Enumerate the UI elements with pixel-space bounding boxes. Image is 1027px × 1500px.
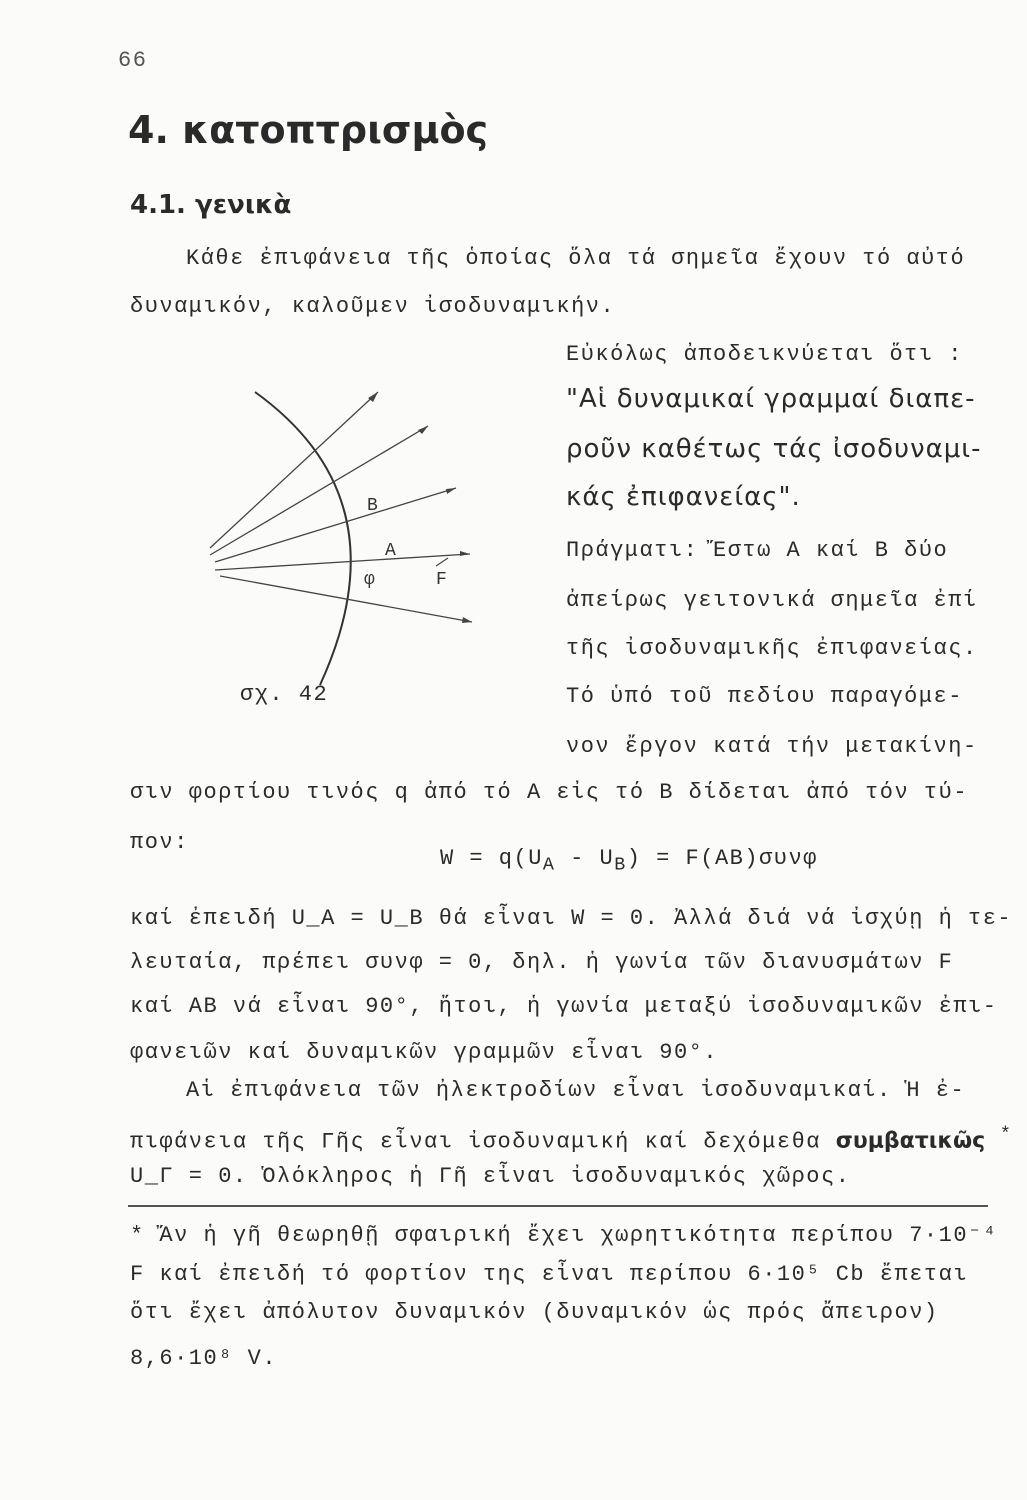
footnote-line2: F καί ἐπειδή τό φορτίον της εἶναι περίπου 6·10⁵ Cb ἔπεται [130,1262,969,1287]
proof-line3: τῆς ἰσοδυναμικῆς ἐπιφανείας. [566,636,978,661]
footnote-line3: ὅτι ἔχει ἀπόλυτον δυναμικόν (δυναμικόν ὡς πρός ἄπειρον) [130,1300,939,1325]
statement-line3: κάς ἐπιφανείας". [566,482,801,512]
proof-line1: Πράγματι: Ἔστω Α καί Β δύο [566,538,949,563]
statement-line2: ροῦν καθέτως τάς ἰσοδυναμι- [566,434,982,464]
equipotential-figure [190,380,490,690]
proof-line2: ἀπείρως γειτονικά σημεῖα ἐπί [566,588,978,613]
equation-sub-b: B [614,854,627,876]
footnote-line4: 8,6·10⁸ V. [130,1346,278,1371]
para3-line2: λευταία, πρέπει συνφ = 0, δηλ. ἡ γωνία τῶν διανυσμάτων F [130,950,954,975]
field-line-4 [215,554,470,570]
label-phi: φ [364,570,375,590]
para1-line2: δυναμικόν, καλοῦμεν ἰσοδυναμικήν. [130,294,616,319]
section-title: 4.1. γενικὰ [130,190,292,220]
label-a: A [385,541,396,561]
para4-line2 [130,1124,1012,1154]
field-line-5 [220,576,472,622]
chapter-title: 4. κατοπτρισμὸς [128,108,489,152]
equation-sub-a: A [542,854,556,876]
proof-cont-line2: πον: [130,830,189,855]
para1-line1: Κάθε ἐπιφάνεια τῆς ὁποίας ὅλα τά σημεῖα ἔχουν τό αὐτό [186,246,966,271]
page-number: 66 [118,48,148,73]
equation [440,846,818,875]
proof-cont-line1: σιν φορτίου τινός q ἀπό τό Α εἰς τό Β δίδεται ἀπό τόν τύ- [130,780,969,805]
arrowhead-5 [462,617,472,623]
figure-caption: σχ. 42 [240,682,329,707]
equation-mid: - U [555,846,615,871]
para4-line3: U_Γ = 0. Ὁλόκληρος ἡ Γῆ εἶναι ἰσοδυναμικός χῶρος. [130,1164,851,1189]
proof-line5: νον ἔργον κατά τήν μετακίνη- [566,734,978,759]
footnote-marker: * [999,1124,1013,1145]
para4-bold-word: συμβατικῶς [835,1128,986,1154]
field-line-2 [210,426,428,555]
equation-rhs: ) = F(AB)συνφ [626,846,818,871]
arrowhead-2 [418,426,428,434]
footnote-line1: * Ἄν ἡ γῆ θεωρηθῇ σφαιρική ἔχει χωρητικότητα περίπου 7·10⁻⁴ [130,1223,998,1248]
label-f: F [436,570,447,590]
para3-line1: καί ἐπειδή U_A = U_B θά εἶναι W = 0. Ἀλλά διά νά ἰσχύῃ ἡ τε- [130,906,1013,931]
para2-intro: Εὐκόλως ἀποδεικνύεται ὅτι : [566,342,963,367]
label-b: B [367,496,378,516]
para3-line4: φανειῶν καί δυναμικῶν γραμμῶν εἶναι 90°. [130,1040,719,1065]
equipotential-arc [255,392,351,685]
equation-lhs: W = q(U [440,846,543,871]
arrowhead-3 [446,488,456,494]
f-vector-mark [436,558,448,566]
footnote-rule [128,1205,988,1207]
para4-line2-text: πιφάνεια τῆς Γῆς εἶναι ἰσοδυναμική καί δεχόμεθα [130,1129,822,1155]
para4-line1: Αἱ ἐπιφάνεια τῶν ἠλεκτροδίων εἶναι ἰσοδυναμικαί. Ἡ ἐ- [186,1078,966,1103]
proof-line4: Τό ὑπό τοῦ πεδίου παραγόμε- [566,684,963,709]
para3-line3: καί AB νά εἶναι 90°, ἤτοι, ἡ γωνία μεταξύ ἰσοδυναμικῶν ἐπι- [130,994,998,1019]
field-line-3 [215,488,456,562]
statement-line1: "Αἱ δυναμικαί γραμμαί διαπε- [566,384,976,414]
